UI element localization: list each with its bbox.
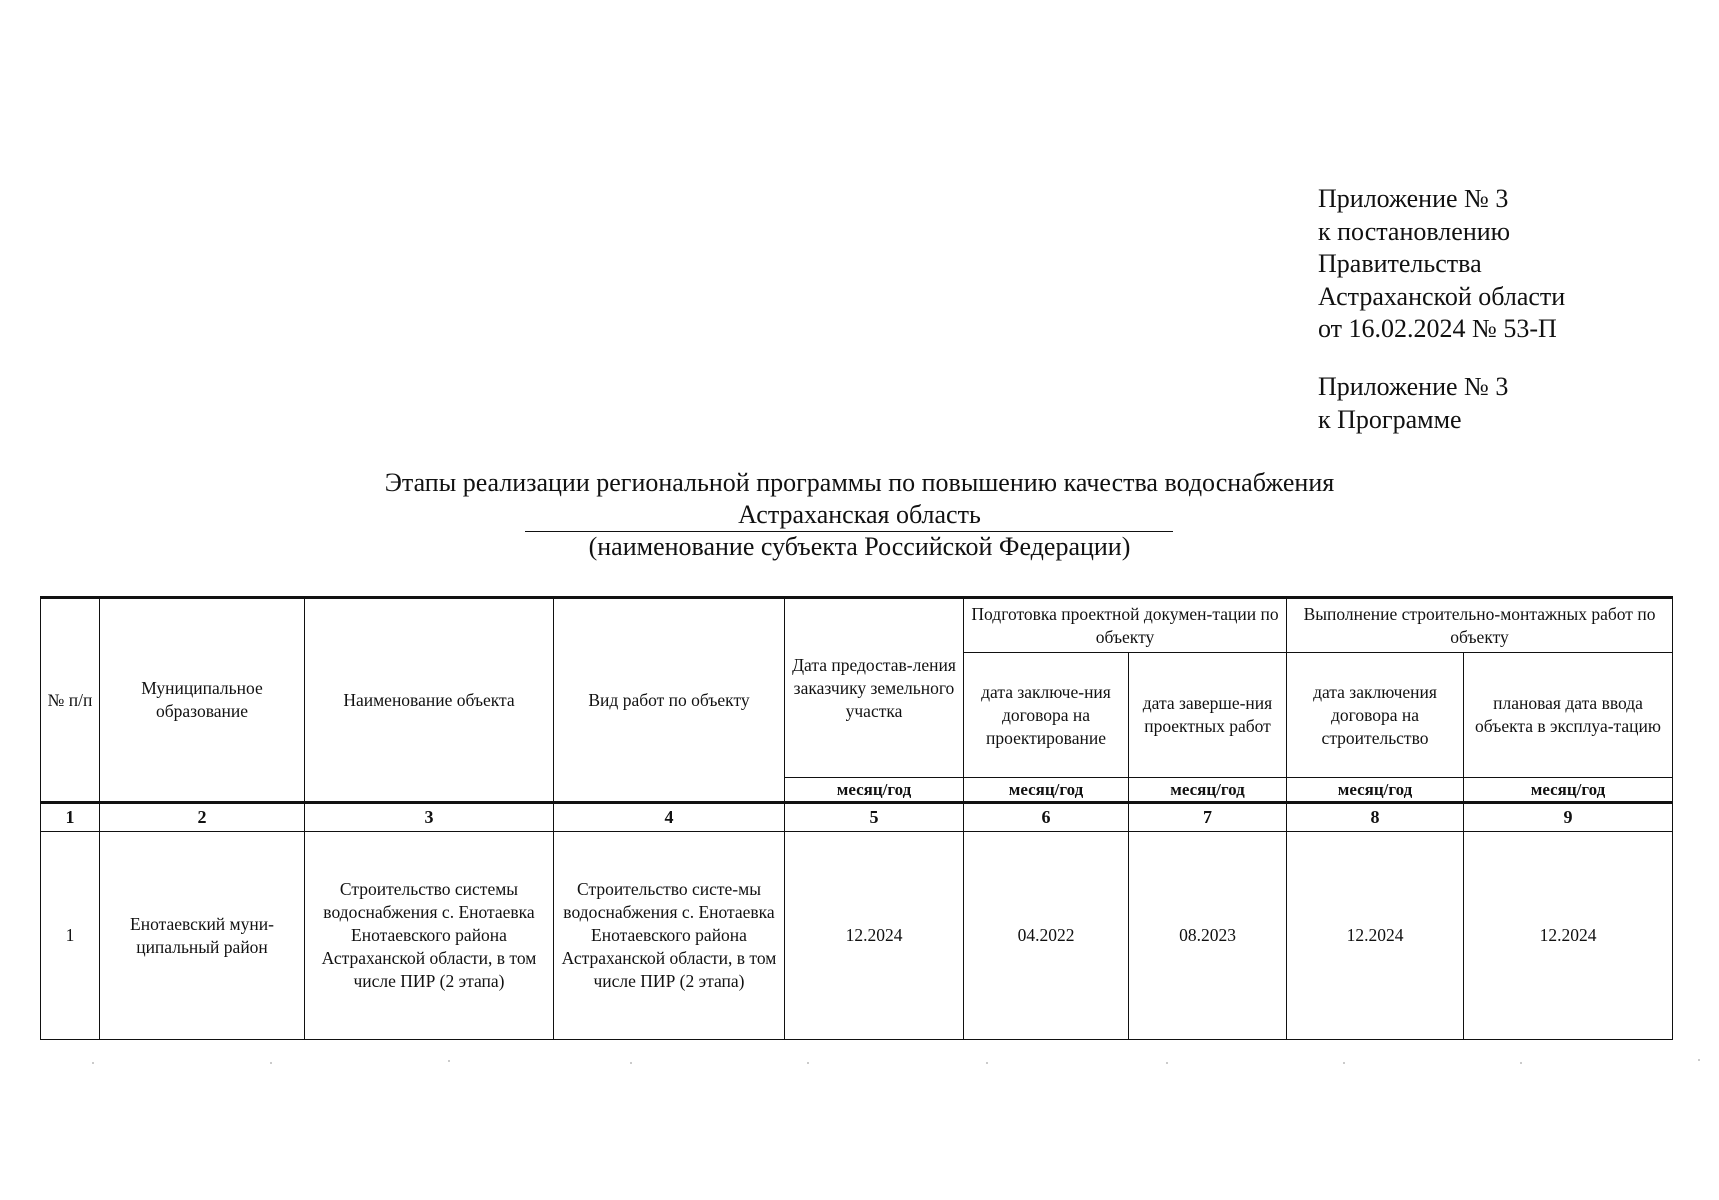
unit-label: месяц/год bbox=[1287, 778, 1464, 803]
annex-decree-line: от 16.02.2024 № 53-П bbox=[1318, 314, 1557, 343]
row-commissioning-date: 12.2024 bbox=[1464, 832, 1673, 1040]
column-number: 2 bbox=[100, 803, 305, 832]
scan-dot bbox=[630, 1062, 632, 1064]
scan-dot bbox=[448, 1060, 450, 1062]
column-number: 8 bbox=[1287, 803, 1464, 832]
header-construction-contract-date: дата заключения договора на строительство bbox=[1287, 653, 1464, 778]
row-num: 1 bbox=[41, 832, 100, 1040]
column-number: 1 bbox=[41, 803, 100, 832]
row-design-complete-date: 08.2023 bbox=[1129, 832, 1287, 1040]
column-number: 7 bbox=[1129, 803, 1287, 832]
header-municipality: Муниципальное образование bbox=[100, 598, 305, 803]
scan-dot bbox=[1520, 1062, 1522, 1064]
header-design-complete-date: дата заверше-ния проектных работ bbox=[1129, 653, 1287, 778]
subject-underline bbox=[525, 531, 1173, 532]
column-number: 3 bbox=[305, 803, 554, 832]
document-title-block bbox=[0, 467, 1719, 563]
subject-caption: (наименование субъекта Российской Федерации) bbox=[588, 532, 1131, 561]
row-municipality: Енотаевский муни-ципальный район bbox=[100, 832, 305, 1040]
scan-dot bbox=[1343, 1062, 1345, 1064]
annex-decree-line: к постановлению bbox=[1318, 216, 1511, 246]
row-design-contract-date: 04.2022 bbox=[964, 832, 1129, 1040]
header-commissioning-date: плановая дата ввода объекта в эксплуа-тацию bbox=[1464, 653, 1673, 778]
header-object-name: Наименование объекта bbox=[305, 598, 554, 803]
header-land-date: Дата предостав-ления заказчику земельного участка bbox=[785, 598, 964, 778]
annex-program-line: Приложение № 3 bbox=[1318, 372, 1509, 401]
document-heading: Этапы реализации региональной программы по повышению качества водоснабжения bbox=[384, 468, 1335, 497]
annex-decree-reference bbox=[1318, 183, 1565, 346]
column-number: 6 bbox=[964, 803, 1129, 832]
header-work-type: Вид работ по объекту bbox=[554, 598, 785, 803]
scan-dot bbox=[270, 1062, 272, 1064]
annex-decree-line: Правительства bbox=[1318, 249, 1482, 278]
row-construction-contract-date: 12.2024 bbox=[1287, 832, 1464, 1040]
row-object-name: Строительство системы водоснабжения с. Енотаевка Енотаевского района Астраханской области, в том числе ПИР (2 этапа) bbox=[305, 832, 554, 1040]
header-num: № п/п bbox=[41, 598, 100, 803]
stages-table bbox=[40, 596, 1673, 1040]
scan-dot bbox=[1166, 1062, 1168, 1064]
scan-noise-dots bbox=[0, 1062, 1719, 1064]
header-group-construction: Выполнение строительно-монтажных работ по объекту bbox=[1287, 598, 1673, 653]
column-number: 9 bbox=[1464, 803, 1673, 832]
unit-label: месяц/год bbox=[785, 778, 964, 803]
annex-program-line: к Программе bbox=[1318, 404, 1462, 434]
unit-label: месяц/год bbox=[964, 778, 1129, 803]
unit-label: месяц/год bbox=[1464, 778, 1673, 803]
scan-dot bbox=[807, 1062, 809, 1064]
scan-dot bbox=[1698, 1059, 1700, 1061]
column-number: 5 bbox=[785, 803, 964, 832]
unit-label: месяц/год bbox=[1129, 778, 1287, 803]
header-design-contract-date: дата заключе-ния договора на проектирование bbox=[964, 653, 1129, 778]
header-group-design: Подготовка проектной докумен-тации по объекту bbox=[964, 598, 1287, 653]
annex-decree-line: Приложение № 3 bbox=[1318, 184, 1509, 213]
subject-name: Астраханская область bbox=[738, 500, 981, 529]
column-number: 4 bbox=[554, 803, 785, 832]
row-work-type: Строительство систе-мы водоснабжения с. Енотаевка Енотаевского района Астраханской области, в том числе ПИР (2 этапа) bbox=[554, 832, 785, 1040]
annex-decree-line: Астраханской области bbox=[1318, 281, 1566, 311]
scan-dot bbox=[92, 1062, 94, 1064]
row-land-date: 12.2024 bbox=[785, 832, 964, 1040]
annex-program-reference bbox=[1318, 371, 1508, 436]
scan-dot bbox=[986, 1062, 988, 1064]
table-row bbox=[41, 832, 1673, 1040]
